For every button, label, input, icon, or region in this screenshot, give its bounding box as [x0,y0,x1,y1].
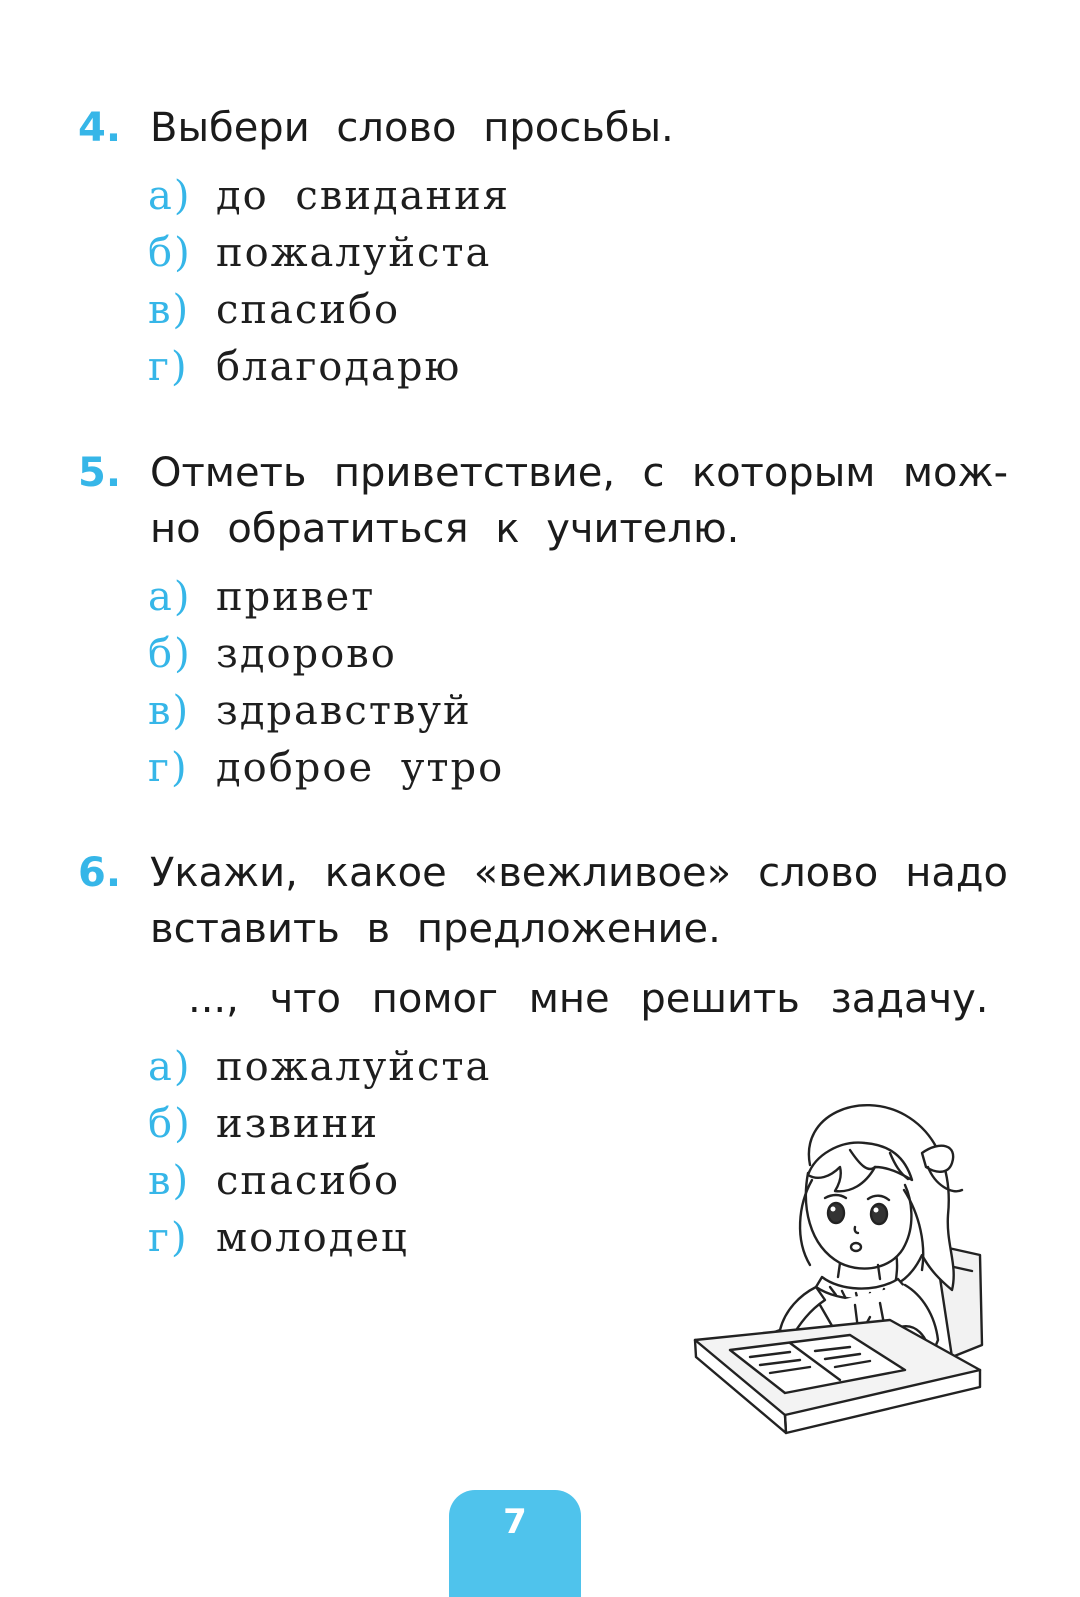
question-6-heading [78,845,1008,957]
question-5-options [148,569,1008,797]
option-letter: в) [148,287,191,333]
page-number-tab [449,1490,581,1597]
question-6-text: Укажи, какое «вежливое» слово надо вставить в предложение. [150,850,1008,952]
option-letter: а) [148,173,192,219]
question-4 [78,100,1008,396]
question-4-number: 4. [78,105,122,151]
option-letter: а) [148,1044,192,1090]
question-4-heading [78,100,1008,156]
option-text: здорово [216,631,397,677]
option-text: доброе утро [216,745,505,791]
option-6a[interactable] [148,1039,1008,1096]
option-4c[interactable] [148,282,1008,339]
option-4b[interactable] [148,225,1008,282]
question-5-heading [78,445,1008,557]
question-5-text: Отметь приветствие, с которым можно обратиться к учителю. [150,450,1008,552]
option-text: привет [216,574,376,620]
option-text: до свидания [216,173,511,219]
option-letter: б) [148,631,192,677]
option-letter: г) [148,344,189,390]
option-4d[interactable] [148,339,1008,396]
option-text: спасибо [216,287,401,333]
question-6-number: 6. [78,850,122,896]
option-text: благодарю [216,344,462,390]
option-letter: г) [148,745,189,791]
option-text: извини [216,1101,379,1147]
option-letter: в) [148,688,191,734]
question-5-number: 5. [78,450,122,496]
option-4a[interactable] [148,168,1008,225]
option-letter: в) [148,1158,191,1204]
option-text: спасибо [216,1158,401,1204]
option-text: пожалуйста [216,1044,492,1090]
question-4-text: Выбери слово просьбы. [150,105,674,151]
option-text: молодец [216,1215,409,1261]
option-letter: г) [148,1215,189,1261]
option-text: пожалуйста [216,230,492,276]
option-letter: а) [148,574,192,620]
question-6-sentence: ..., что помог мне решить задачу. [188,976,989,1022]
option-text: здравствуй [216,688,472,734]
option-5a[interactable] [148,569,1008,626]
question-4-options [148,168,1008,396]
option-5c[interactable] [148,683,1008,740]
option-letter: б) [148,1101,192,1147]
option-5d[interactable] [148,740,1008,797]
girl-writing-at-desk-icon [690,1095,990,1440]
option-letter: б) [148,230,192,276]
page-number: 7 [503,1502,527,1542]
option-5b[interactable] [148,626,1008,683]
question-5 [78,445,1008,797]
